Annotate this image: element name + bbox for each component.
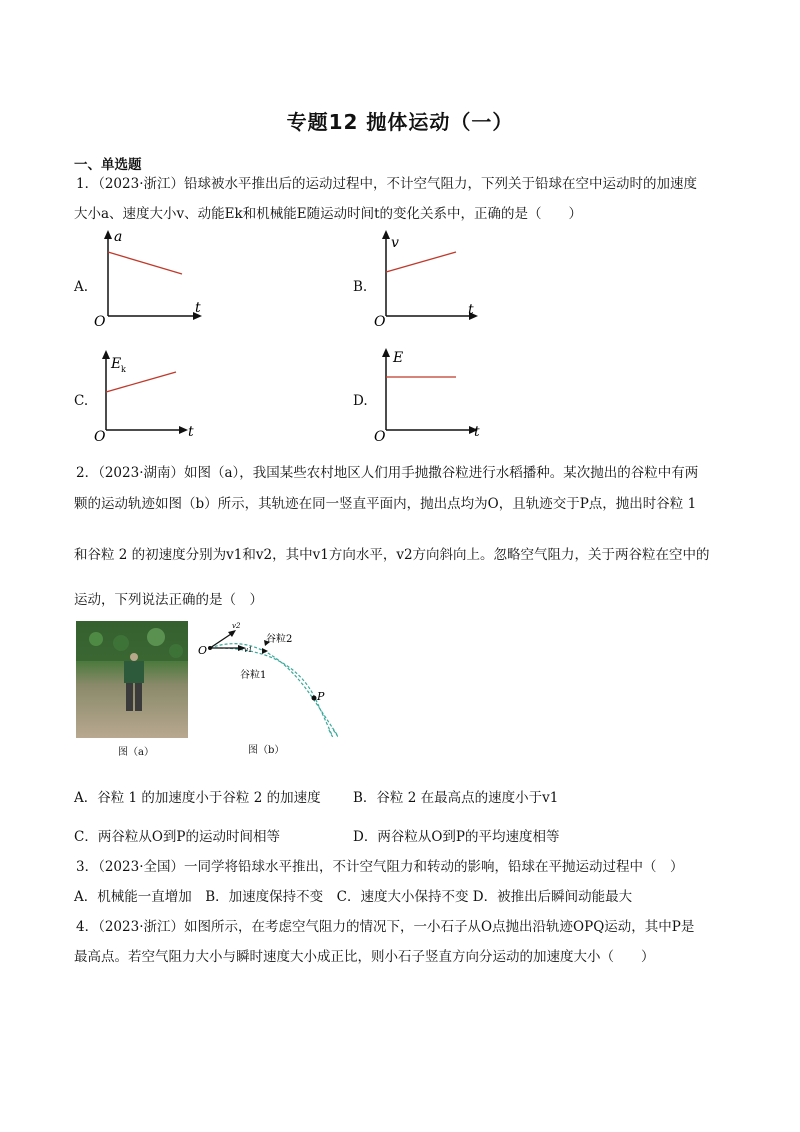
point-p-label: P [317,690,325,703]
v2-label: v2 [232,622,241,630]
grain2-label: 谷粒2 [266,634,293,645]
q3-line1: 3．（2023·全国）一同学将铅球水平推出，不计空气阻力和转动的影响，铅球在平抛运动过程中（ ） [76,859,684,875]
q2-line1: 2．（2023·湖南）如图（a），我国某些农村地区人们用手抛撒谷粒进行水稻播种。某次抛出的谷粒中有两 [76,465,699,481]
y-axis-arrow [382,230,390,239]
section-heading: 一、单选题 [74,157,142,173]
q4-line2: 最高点。若空气阻力大小与瞬时速度大小成正比，则小石子竖直方向分运动的加速度大小（ ） [74,949,655,965]
q1-option-c-label: C. [74,393,89,409]
q1-graph-d [372,344,492,444]
x-axis-label: t [468,302,474,318]
origin-label: O [374,429,386,444]
y-axis-label: E [393,350,404,366]
x-axis-label: t [188,424,194,440]
q2-option-a: A．谷粒 1 的加速度小于谷粒 2 的加速度 [74,790,321,806]
q1-line1: 1．（2023·浙江）铅球被水平推出后的运动过程中，不计空气阻力，下列关于铅球在空中运动时的加速度 [76,176,697,192]
q2-line2: 颗的运动轨迹如图（b）所示，其轨迹在同一竖直平面内，抛出点均为O，且轨迹交于P点，抛出时谷粒 1 [74,496,697,512]
q1-graph-a [92,228,212,328]
v1-label: v1 [244,646,253,654]
fig-b-caption: 图（b） [248,745,285,756]
graph-line [108,252,182,274]
q1-line2: 大小a、速度大小v、动能Ek和机械能E随运动时间t的变化关系中，正确的是（ ） [74,206,582,222]
q2-option-b: B．谷粒 2 在最高点的速度小于v1 [353,790,559,806]
q4-line1: 4．（2023·浙江）如图所示，在考虑空气阻力的情况下，一小石子从O点抛出沿轨迹OPQ运动，其中P是 [76,919,695,935]
page-title: 专题12 抛体运动（一） [286,110,514,134]
origin-label: O [94,314,106,328]
y-axis-label: a [114,229,123,245]
q1-option-d-label: D. [353,393,368,409]
y-axis-arrow [104,230,112,239]
q2-line3: 和谷粒 2 的初速度分别为v1和v2，其中v1方向水平，v2方向斜向上。忽略空气阻力，关于两谷粒在空中的 [74,547,710,563]
y-axis-arrow [382,348,390,357]
q2-option-c: C．两谷粒从O到P的运动时间相等 [74,829,280,845]
graph-line [106,372,176,392]
graph-line [386,252,456,272]
q2-line4: 运动，下列说法正确的是（ ） [74,592,263,608]
grain1-trajectory [210,648,332,737]
x-axis-arrow [179,426,188,434]
x-axis-label: t [474,424,480,440]
q1-option-b-label: B. [353,279,368,295]
farmer-figure [76,621,188,738]
y-axis-subscript: k [121,365,126,374]
point-p [312,696,317,701]
origin-label: O [374,314,386,328]
q2-option-d: D．两谷粒从O到P的平均速度相等 [353,829,560,845]
y-axis-label: E [111,356,122,372]
grain1-label: 谷粒1 [240,670,267,681]
y-axis-label: v [391,235,399,251]
q1-option-a-label: A. [74,279,89,295]
y-axis-arrow [102,350,110,359]
q3-options: A．机械能一直增加 B．加速度保持不变 C．速度大小保持不变 D．被推出后瞬间动能最大 [74,889,633,905]
x-axis-label: t [195,300,201,316]
q1-graph-b [372,228,492,328]
farmer-sowing-photo [76,621,188,738]
trajectory-diagram [196,618,338,738]
origin-label: O [94,429,106,445]
point-o-label: O [198,644,208,657]
fig-a-caption: 图（a） [118,747,154,758]
q1-graph-c [92,346,212,446]
